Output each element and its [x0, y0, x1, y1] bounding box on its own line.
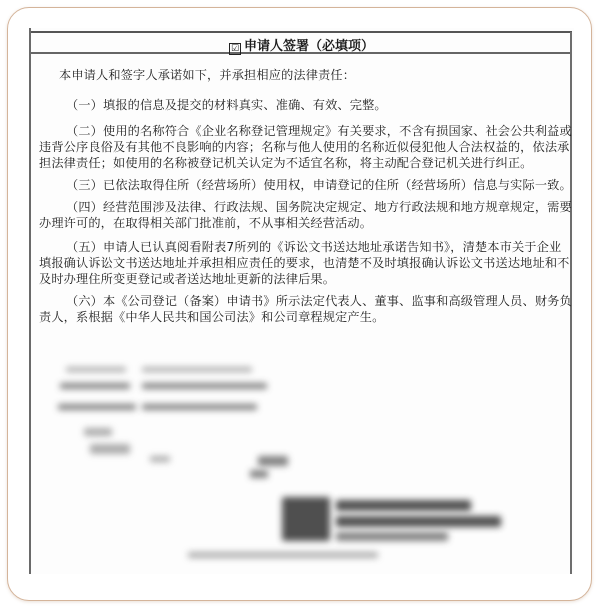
table-border-left — [29, 28, 31, 574]
clause-3-line-1: （三）已依法取得住所（经营场所）使用权，申请登记的住所（经营场所）信息与实际一致。 — [66, 178, 572, 192]
redacted-signature — [336, 500, 471, 511]
clause-2-line-2: 违背公序良俗及有其他不良影响的内容；名称与他人使用的名称近似侵犯他人合法权益的，依法承 — [39, 140, 570, 154]
intro-text: 本申请人和签字人承诺如下，并承担相应的法律责任： — [59, 68, 356, 82]
redacted-line — [142, 404, 257, 410]
clause-5-line-3: 及时办理住所变更登记或者送达地址更新的法律后果。 — [39, 272, 336, 286]
table-border-top — [29, 31, 572, 33]
redacted-line — [188, 552, 378, 558]
clause-4-line-2: 办理许可的，在取得相关部门批准前，不从事相关经营活动。 — [39, 216, 373, 230]
clause-6-line-2: 责人，系根据《中华人民共和国公司法》和公司章程规定产生。 — [39, 310, 385, 324]
redacted-line — [60, 383, 130, 389]
redacted-signature — [336, 516, 501, 527]
redacted-mark — [90, 444, 130, 454]
checkbox-checked-icon[interactable]: ☑ — [230, 44, 240, 54]
redacted-mark — [84, 428, 112, 436]
redacted-line — [66, 367, 126, 372]
redacted-mark — [258, 456, 288, 466]
redacted-line — [142, 367, 252, 372]
redacted-line — [142, 383, 267, 389]
clause-4-line-1: （四）经营范围涉及法律、行政法规、国务院决定规定、地方行政法规和地方规章规定，需要 — [66, 200, 572, 214]
section-heading — [0, 35, 603, 55]
redacted-signature — [282, 497, 330, 541]
clause-5-line-1: （五）申请人已认真阅看附表7所列的《诉讼文书送达地址承诺告知书》，清楚本市关于企业 — [66, 240, 562, 254]
clause-2-line-3: 担法律责任；如使用的名称被登记机关认定为不适宜名称，将主动配合登记机关进行纠正。 — [39, 156, 533, 170]
clause-5-line-2: 填报确认诉讼文书送达地址并承担相应责任的要求，也清楚不及时填报确认诉讼文书送达地址和不 — [39, 256, 570, 270]
section-title: 申请人签署（必填项） — [243, 39, 374, 54]
clause-1-line-1: （一）填报的信息及提交的材料真实、准确、有效、完整。 — [66, 98, 387, 112]
clause-6-line-1: （六）本《公司登记（备案）申请书》所示法定代表人、董事、监事和高级管理人员、财务负 — [66, 294, 572, 308]
redacted-line — [58, 404, 136, 410]
redacted-mark — [250, 470, 268, 478]
clause-2-line-1: （二）使用的名称符合《企业名称登记管理规定》有关要求，不含有损国家、社会公共利益或 — [66, 124, 572, 138]
redacted-mark — [150, 456, 170, 462]
redacted-signature — [336, 532, 448, 541]
